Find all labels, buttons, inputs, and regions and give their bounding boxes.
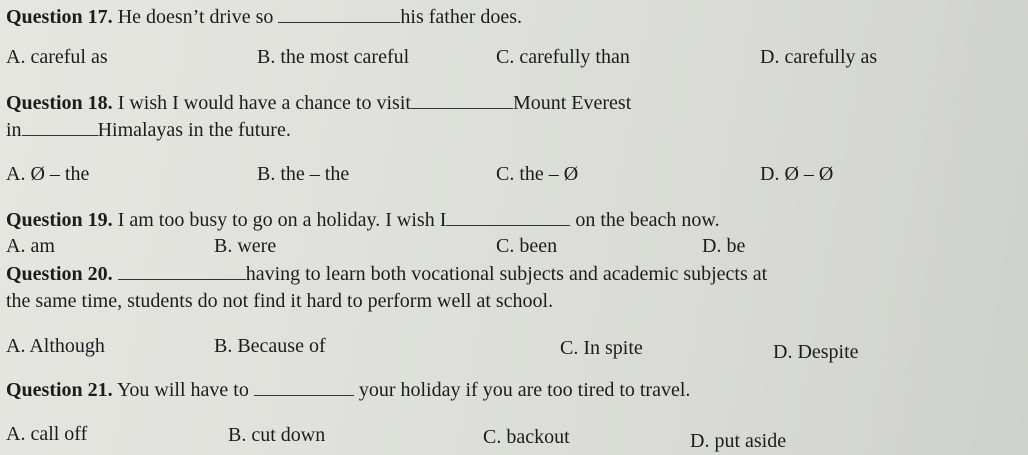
question-label: Question 20. xyxy=(6,263,113,285)
question-17-option-a: A. careful as xyxy=(6,46,108,68)
question-20-stem-line2: the same time, students do not find it hard to perform well at school. xyxy=(6,290,554,312)
question-18-stem-line1 xyxy=(6,90,631,115)
question-21-option-c: C. backout xyxy=(483,426,570,448)
question-label: Question 18. xyxy=(6,92,113,114)
question-17-option-d: D. carefully as xyxy=(760,46,878,68)
question-20-option-d: D. Despite xyxy=(773,341,859,363)
question-18-option-a: A. Ø – the xyxy=(6,163,90,185)
question-17-stem xyxy=(6,4,522,29)
question-20-option-c: C. In spite xyxy=(560,337,643,359)
question-label: Question 19. xyxy=(6,209,113,231)
question-18-option-c: C. the – Ø xyxy=(496,163,579,185)
question-18-stem-line2 xyxy=(6,117,291,142)
question-text: having to learn both vocational subjects and academic subjects at xyxy=(245,263,768,285)
answer-blank xyxy=(278,4,400,23)
question-20-option-b: B. Because of xyxy=(214,335,326,357)
question-18-option-b: B. the – the xyxy=(257,163,350,185)
question-text: I wish I would have a chance to visit xyxy=(117,92,411,114)
answer-blank xyxy=(254,377,354,396)
question-text: Mount Everest xyxy=(512,92,632,114)
question-text: You will have to xyxy=(116,379,249,401)
question-text: I am too busy to go on a holiday. I wish I xyxy=(117,209,447,231)
question-label: Question 21. xyxy=(6,379,113,401)
question-17-option-c: C. carefully than xyxy=(496,46,630,68)
answer-blank xyxy=(22,117,98,136)
question-19-option-c: C. been xyxy=(496,235,558,257)
question-21-option-d: D. put aside xyxy=(690,430,787,452)
question-text: Himalayas in the future. xyxy=(97,119,291,141)
answer-blank xyxy=(446,207,570,226)
answer-blank xyxy=(411,90,513,109)
question-text: his father does. xyxy=(400,6,523,28)
question-19-stem xyxy=(6,207,720,232)
answer-blank xyxy=(118,261,246,280)
question-text: He doesn’t drive so xyxy=(117,6,274,28)
question-text: your holiday if you are too tired to travel. xyxy=(358,379,691,401)
question-19-option-d: D. be xyxy=(702,235,746,257)
question-19-option-a: A. am xyxy=(6,235,55,257)
question-text: in xyxy=(6,119,22,141)
question-17-option-b: B. the most careful xyxy=(257,46,410,68)
question-21-option-a: A. call off xyxy=(6,423,88,445)
question-text: on the beach now. xyxy=(575,209,720,231)
question-20-option-a: A. Although xyxy=(6,335,105,357)
question-20-stem-line1 xyxy=(6,261,767,286)
question-21-stem xyxy=(6,377,690,402)
question-18-option-d: D. Ø – Ø xyxy=(760,163,834,185)
question-21-option-b: B. cut down xyxy=(228,424,326,446)
question-label: Question 17. xyxy=(6,6,113,28)
question-19-option-b: B. were xyxy=(214,235,277,257)
